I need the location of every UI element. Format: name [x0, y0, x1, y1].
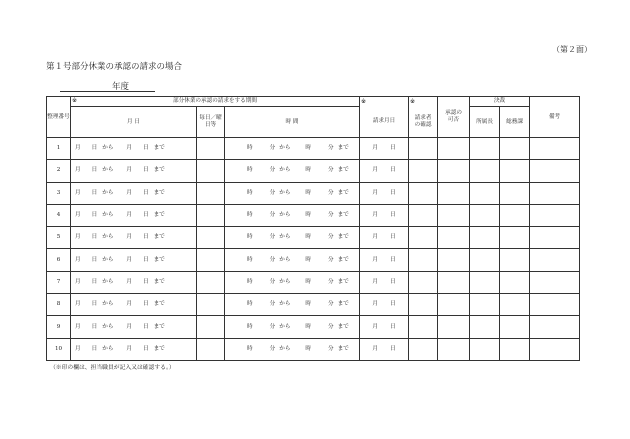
from-label: から — [102, 301, 114, 308]
general-affairs-cell[interactable] — [500, 138, 530, 160]
time-cell[interactable] — [225, 227, 360, 249]
header-month-day: 月 日 — [71, 107, 197, 138]
day-label: 日 — [91, 167, 98, 174]
minute-label: 分 — [269, 189, 276, 196]
weekday-cell[interactable] — [197, 204, 225, 226]
from-label: から — [102, 323, 114, 330]
minute-label: 分 — [328, 301, 334, 308]
minute-label: 分 — [269, 167, 276, 174]
dept-head-cell[interactable] — [470, 316, 500, 338]
from-label: から — [279, 256, 291, 263]
month-day-cell[interactable] — [71, 338, 197, 360]
until-label: まで — [153, 256, 165, 263]
header-remarks: 備考 — [530, 97, 580, 138]
hour-label: 時 — [305, 167, 312, 174]
table-row — [47, 160, 580, 182]
header-time: 時 間 — [225, 107, 360, 138]
from-label: から — [102, 145, 114, 152]
row-number: 4 — [47, 204, 71, 226]
row-number: 1 — [47, 138, 71, 160]
approval-cell[interactable] — [438, 338, 470, 360]
month-label: 月 — [372, 323, 379, 330]
dept-head-cell[interactable] — [470, 204, 500, 226]
hour-label: 時 — [305, 323, 312, 330]
table-row — [47, 182, 580, 204]
row-number: 10 — [47, 338, 71, 360]
from-label: から — [102, 234, 114, 241]
from-label: から — [279, 167, 291, 174]
footnote: （※印の欄は、担当職員が記入又は確認する。） — [50, 365, 175, 371]
page-label: （第２面） — [552, 45, 592, 54]
minute-label: 分 — [269, 212, 276, 219]
from-label: から — [279, 278, 291, 285]
until-label: まで — [337, 301, 349, 308]
hour-label: 時 — [247, 345, 253, 352]
day-label: 日 — [390, 256, 396, 263]
request-date-cell[interactable] — [360, 338, 409, 360]
general-affairs-cell[interactable] — [500, 227, 530, 249]
table-row — [47, 249, 580, 271]
month-label: 月 — [75, 212, 81, 219]
minute-label: 分 — [269, 256, 276, 263]
month-label: 月 — [372, 189, 379, 196]
month-label: 月 — [126, 212, 133, 219]
from-label: から — [279, 234, 291, 241]
request-date-cell[interactable] — [360, 160, 409, 182]
day-label: 日 — [390, 323, 396, 330]
until-label: まで — [153, 234, 165, 241]
header-weekday: 毎日／曜日等 — [197, 107, 225, 138]
requester-confirm-cell[interactable] — [409, 227, 438, 249]
month-label: 月 — [75, 301, 81, 308]
general-affairs-cell[interactable] — [500, 182, 530, 204]
header-approval: 承認の可否 — [438, 97, 470, 138]
from-label: から — [102, 167, 114, 174]
weekday-cell[interactable] — [197, 227, 225, 249]
day-label: 日 — [91, 145, 98, 152]
weekday-cell[interactable] — [197, 316, 225, 338]
month-label: 月 — [126, 189, 133, 196]
until-label: まで — [337, 345, 349, 352]
minute-label: 分 — [328, 189, 334, 196]
day-label: 日 — [143, 145, 149, 152]
from-label: から — [279, 145, 291, 152]
remarks-cell[interactable] — [530, 138, 580, 160]
until-label: まで — [337, 167, 349, 174]
until-label: まで — [337, 189, 349, 196]
request-date-cell[interactable] — [360, 204, 409, 226]
remarks-cell[interactable] — [530, 294, 580, 316]
table-row — [47, 204, 580, 226]
weekday-cell[interactable] — [197, 338, 225, 360]
hour-label: 時 — [305, 256, 312, 263]
month-label: 月 — [75, 167, 81, 174]
until-label: まで — [153, 345, 165, 352]
month-label: 月 — [75, 323, 81, 330]
request-date-cell[interactable] — [360, 227, 409, 249]
approval-cell[interactable] — [438, 138, 470, 160]
time-cell[interactable] — [225, 249, 360, 271]
request-date-cell[interactable] — [360, 316, 409, 338]
month-label: 月 — [75, 145, 81, 152]
header-requester-confirm-label: 請求者の確認 — [414, 114, 432, 128]
hour-label: 時 — [247, 323, 253, 330]
month-label: 月 — [126, 167, 133, 174]
table-row — [47, 138, 580, 160]
weekday-cell[interactable] — [197, 138, 225, 160]
row-number: 6 — [47, 249, 71, 271]
from-label: から — [279, 345, 291, 352]
minute-label: 分 — [269, 345, 276, 352]
remarks-cell[interactable] — [530, 338, 580, 360]
time-cell[interactable] — [225, 182, 360, 204]
month-day-cell[interactable] — [71, 204, 197, 226]
minute-label: 分 — [328, 234, 334, 241]
day-label: 日 — [390, 145, 396, 152]
request-date-cell[interactable] — [360, 294, 409, 316]
year-label: 年度 — [112, 82, 130, 92]
month-day-cell[interactable] — [71, 138, 197, 160]
from-label: から — [102, 345, 114, 352]
dept-head-cell[interactable] — [470, 294, 500, 316]
month-label: 月 — [75, 189, 81, 196]
minute-label: 分 — [328, 256, 334, 263]
minute-label: 分 — [269, 145, 276, 152]
row-number: 9 — [47, 316, 71, 338]
day-label: 日 — [91, 345, 98, 352]
remarks-cell[interactable] — [530, 249, 580, 271]
from-label: から — [102, 256, 114, 263]
minute-label: 分 — [328, 278, 334, 285]
requester-confirm-cell[interactable] — [409, 294, 438, 316]
month-day-cell[interactable] — [71, 182, 197, 204]
requester-confirm-cell[interactable] — [409, 316, 438, 338]
table-row — [47, 294, 580, 316]
requester-confirm-cell[interactable] — [409, 249, 438, 271]
day-label: 日 — [390, 345, 396, 352]
month-label: 月 — [75, 278, 81, 285]
approval-cell[interactable] — [438, 227, 470, 249]
weekday-cell[interactable] — [197, 160, 225, 182]
dept-head-cell[interactable] — [470, 138, 500, 160]
minute-label: 分 — [328, 345, 334, 352]
requester-confirm-cell[interactable] — [409, 338, 438, 360]
remarks-cell[interactable] — [530, 316, 580, 338]
day-label: 日 — [390, 212, 396, 219]
day-label: 日 — [143, 278, 149, 285]
day-label: 日 — [390, 167, 396, 174]
request-table — [46, 96, 580, 361]
time-cell[interactable] — [225, 271, 360, 293]
day-label: 日 — [390, 301, 396, 308]
from-label: から — [279, 323, 291, 330]
until-label: まで — [337, 323, 349, 330]
general-affairs-cell[interactable] — [500, 271, 530, 293]
table-row — [47, 227, 580, 249]
month-label: 月 — [372, 256, 379, 263]
day-label: 日 — [91, 189, 98, 196]
day-label: 日 — [91, 234, 98, 241]
dept-head-cell[interactable] — [470, 160, 500, 182]
month-label: 月 — [126, 323, 133, 330]
month-label: 月 — [126, 256, 133, 263]
from-label: から — [102, 189, 114, 196]
day-label: 日 — [91, 256, 98, 263]
hour-label: 時 — [305, 212, 312, 219]
hour-label: 時 — [247, 256, 253, 263]
header-request-date — [360, 97, 409, 138]
from-label: から — [279, 212, 291, 219]
row-number: 3 — [47, 182, 71, 204]
header-serial-number: 整理番号 — [47, 97, 71, 138]
dept-head-cell[interactable] — [470, 271, 500, 293]
approval-cell[interactable] — [438, 182, 470, 204]
month-label: 月 — [372, 145, 379, 152]
general-affairs-cell[interactable] — [500, 249, 530, 271]
day-label: 日 — [143, 256, 149, 263]
month-label: 月 — [126, 145, 133, 152]
row-number: 7 — [47, 271, 71, 293]
month-day-cell[interactable] — [71, 160, 197, 182]
day-label: 日 — [91, 212, 98, 219]
month-label: 月 — [372, 212, 379, 219]
until-label: まで — [337, 234, 349, 241]
dept-head-cell[interactable] — [470, 338, 500, 360]
day-label: 日 — [91, 278, 98, 285]
asterisk-mark: ※ — [72, 97, 78, 104]
from-label: から — [279, 189, 291, 196]
row-number: 5 — [47, 227, 71, 249]
minute-label: 分 — [269, 301, 276, 308]
from-label: から — [102, 212, 114, 219]
month-label: 月 — [372, 345, 379, 352]
table-row — [47, 316, 580, 338]
remarks-cell[interactable] — [530, 204, 580, 226]
until-label: まで — [337, 212, 349, 219]
day-label: 日 — [91, 301, 98, 308]
dept-head-cell[interactable] — [470, 249, 500, 271]
approval-cell[interactable] — [438, 271, 470, 293]
table-row — [47, 338, 580, 360]
hour-label: 時 — [305, 345, 312, 352]
day-label: 日 — [390, 234, 396, 241]
time-cell[interactable] — [225, 138, 360, 160]
month-day-cell[interactable] — [71, 271, 197, 293]
approval-cell[interactable] — [438, 294, 470, 316]
day-label: 日 — [143, 323, 149, 330]
general-affairs-cell[interactable] — [500, 294, 530, 316]
year-field[interactable] — [60, 80, 155, 92]
minute-label: 分 — [328, 323, 334, 330]
hour-label: 時 — [305, 234, 312, 241]
header-request-date-label: 請求月日 — [372, 118, 396, 124]
until-label: まで — [153, 278, 165, 285]
request-date-cell[interactable] — [360, 271, 409, 293]
hour-label: 時 — [247, 189, 253, 196]
approval-cell[interactable] — [438, 316, 470, 338]
month-day-cell[interactable] — [71, 227, 197, 249]
remarks-cell[interactable] — [530, 271, 580, 293]
weekday-cell[interactable] — [197, 249, 225, 271]
row-number: 8 — [47, 294, 71, 316]
until-label: まで — [337, 145, 349, 152]
hour-label: 時 — [247, 145, 253, 152]
request-date-cell[interactable] — [360, 182, 409, 204]
time-cell[interactable] — [225, 160, 360, 182]
day-label: 日 — [143, 234, 149, 241]
request-date-cell[interactable] — [360, 249, 409, 271]
hour-label: 時 — [247, 234, 253, 241]
hour-label: 時 — [305, 145, 312, 152]
form-title: 第１号部分休業の承認の請求の場合 — [46, 62, 183, 72]
time-cell[interactable] — [225, 204, 360, 226]
day-label: 日 — [143, 301, 149, 308]
minute-label: 分 — [269, 323, 276, 330]
approval-cell[interactable] — [438, 160, 470, 182]
approval-cell[interactable] — [438, 249, 470, 271]
day-label: 日 — [143, 345, 149, 352]
requester-confirm-cell[interactable] — [409, 160, 438, 182]
minute-label: 分 — [269, 234, 276, 241]
until-label: まで — [153, 323, 165, 330]
month-label: 月 — [372, 234, 379, 241]
hour-label: 時 — [247, 301, 253, 308]
general-affairs-cell[interactable] — [500, 338, 530, 360]
until-label: まで — [337, 278, 349, 285]
until-label: まで — [153, 145, 165, 152]
requester-confirm-cell[interactable] — [409, 138, 438, 160]
day-label: 日 — [143, 189, 149, 196]
day-label: 日 — [390, 189, 396, 196]
month-day-cell[interactable] — [71, 249, 197, 271]
day-label: 日 — [143, 212, 149, 219]
minute-label: 分 — [328, 145, 334, 152]
from-label: から — [102, 278, 114, 285]
hour-label: 時 — [305, 278, 312, 285]
header-period-group-label: 部分休業の承認の請求をする期間 — [173, 98, 257, 104]
hour-label: 時 — [247, 278, 253, 285]
month-label: 月 — [126, 278, 133, 285]
dept-head-cell[interactable] — [470, 182, 500, 204]
time-cell[interactable] — [225, 316, 360, 338]
time-cell[interactable] — [225, 294, 360, 316]
minute-label: 分 — [328, 212, 334, 219]
month-label: 月 — [126, 345, 133, 352]
hour-label: 時 — [247, 212, 253, 219]
until-label: まで — [153, 301, 165, 308]
weekday-cell[interactable] — [197, 294, 225, 316]
remarks-cell[interactable] — [530, 227, 580, 249]
request-date-cell[interactable] — [360, 138, 409, 160]
minute-label: 分 — [269, 278, 276, 285]
hour-label: 時 — [305, 189, 312, 196]
row-number: 2 — [47, 160, 71, 182]
general-affairs-cell[interactable] — [500, 204, 530, 226]
requester-confirm-cell[interactable] — [409, 182, 438, 204]
remarks-cell[interactable] — [530, 182, 580, 204]
asterisk-mark: ※ — [361, 98, 367, 105]
requester-confirm-cell[interactable] — [409, 204, 438, 226]
requester-confirm-cell[interactable] — [409, 271, 438, 293]
header-decision: 決裁 — [470, 97, 530, 107]
until-label: まで — [153, 212, 165, 219]
remarks-cell[interactable] — [530, 160, 580, 182]
month-label: 月 — [372, 301, 379, 308]
general-affairs-cell[interactable] — [500, 160, 530, 182]
month-label: 月 — [372, 278, 379, 285]
month-label: 月 — [75, 256, 81, 263]
weekday-cell[interactable] — [197, 182, 225, 204]
header-period-group — [71, 97, 360, 107]
weekday-cell[interactable] — [197, 271, 225, 293]
month-label: 月 — [126, 301, 133, 308]
approval-cell[interactable] — [438, 204, 470, 226]
asterisk-mark: ※ — [410, 98, 416, 105]
minute-label: 分 — [328, 167, 334, 174]
general-affairs-cell[interactable] — [500, 316, 530, 338]
from-label: から — [279, 301, 291, 308]
month-day-cell[interactable] — [71, 294, 197, 316]
hour-label: 時 — [305, 301, 312, 308]
dept-head-cell[interactable] — [470, 227, 500, 249]
day-label: 日 — [91, 323, 98, 330]
until-label: まで — [153, 167, 165, 174]
hour-label: 時 — [247, 167, 253, 174]
until-label: まで — [337, 256, 349, 263]
header-requester-confirm — [409, 97, 438, 138]
time-cell[interactable] — [225, 338, 360, 360]
until-label: まで — [153, 189, 165, 196]
month-day-cell[interactable] — [71, 316, 197, 338]
month-label: 月 — [372, 167, 379, 174]
day-label: 日 — [143, 167, 149, 174]
month-label: 月 — [75, 234, 81, 241]
month-label: 月 — [126, 234, 133, 241]
table-row — [47, 271, 580, 293]
day-label: 日 — [390, 278, 396, 285]
header-dept-head: 所属長 — [470, 107, 500, 138]
month-label: 月 — [75, 345, 81, 352]
header-general-affairs: 総務課 — [500, 107, 530, 138]
